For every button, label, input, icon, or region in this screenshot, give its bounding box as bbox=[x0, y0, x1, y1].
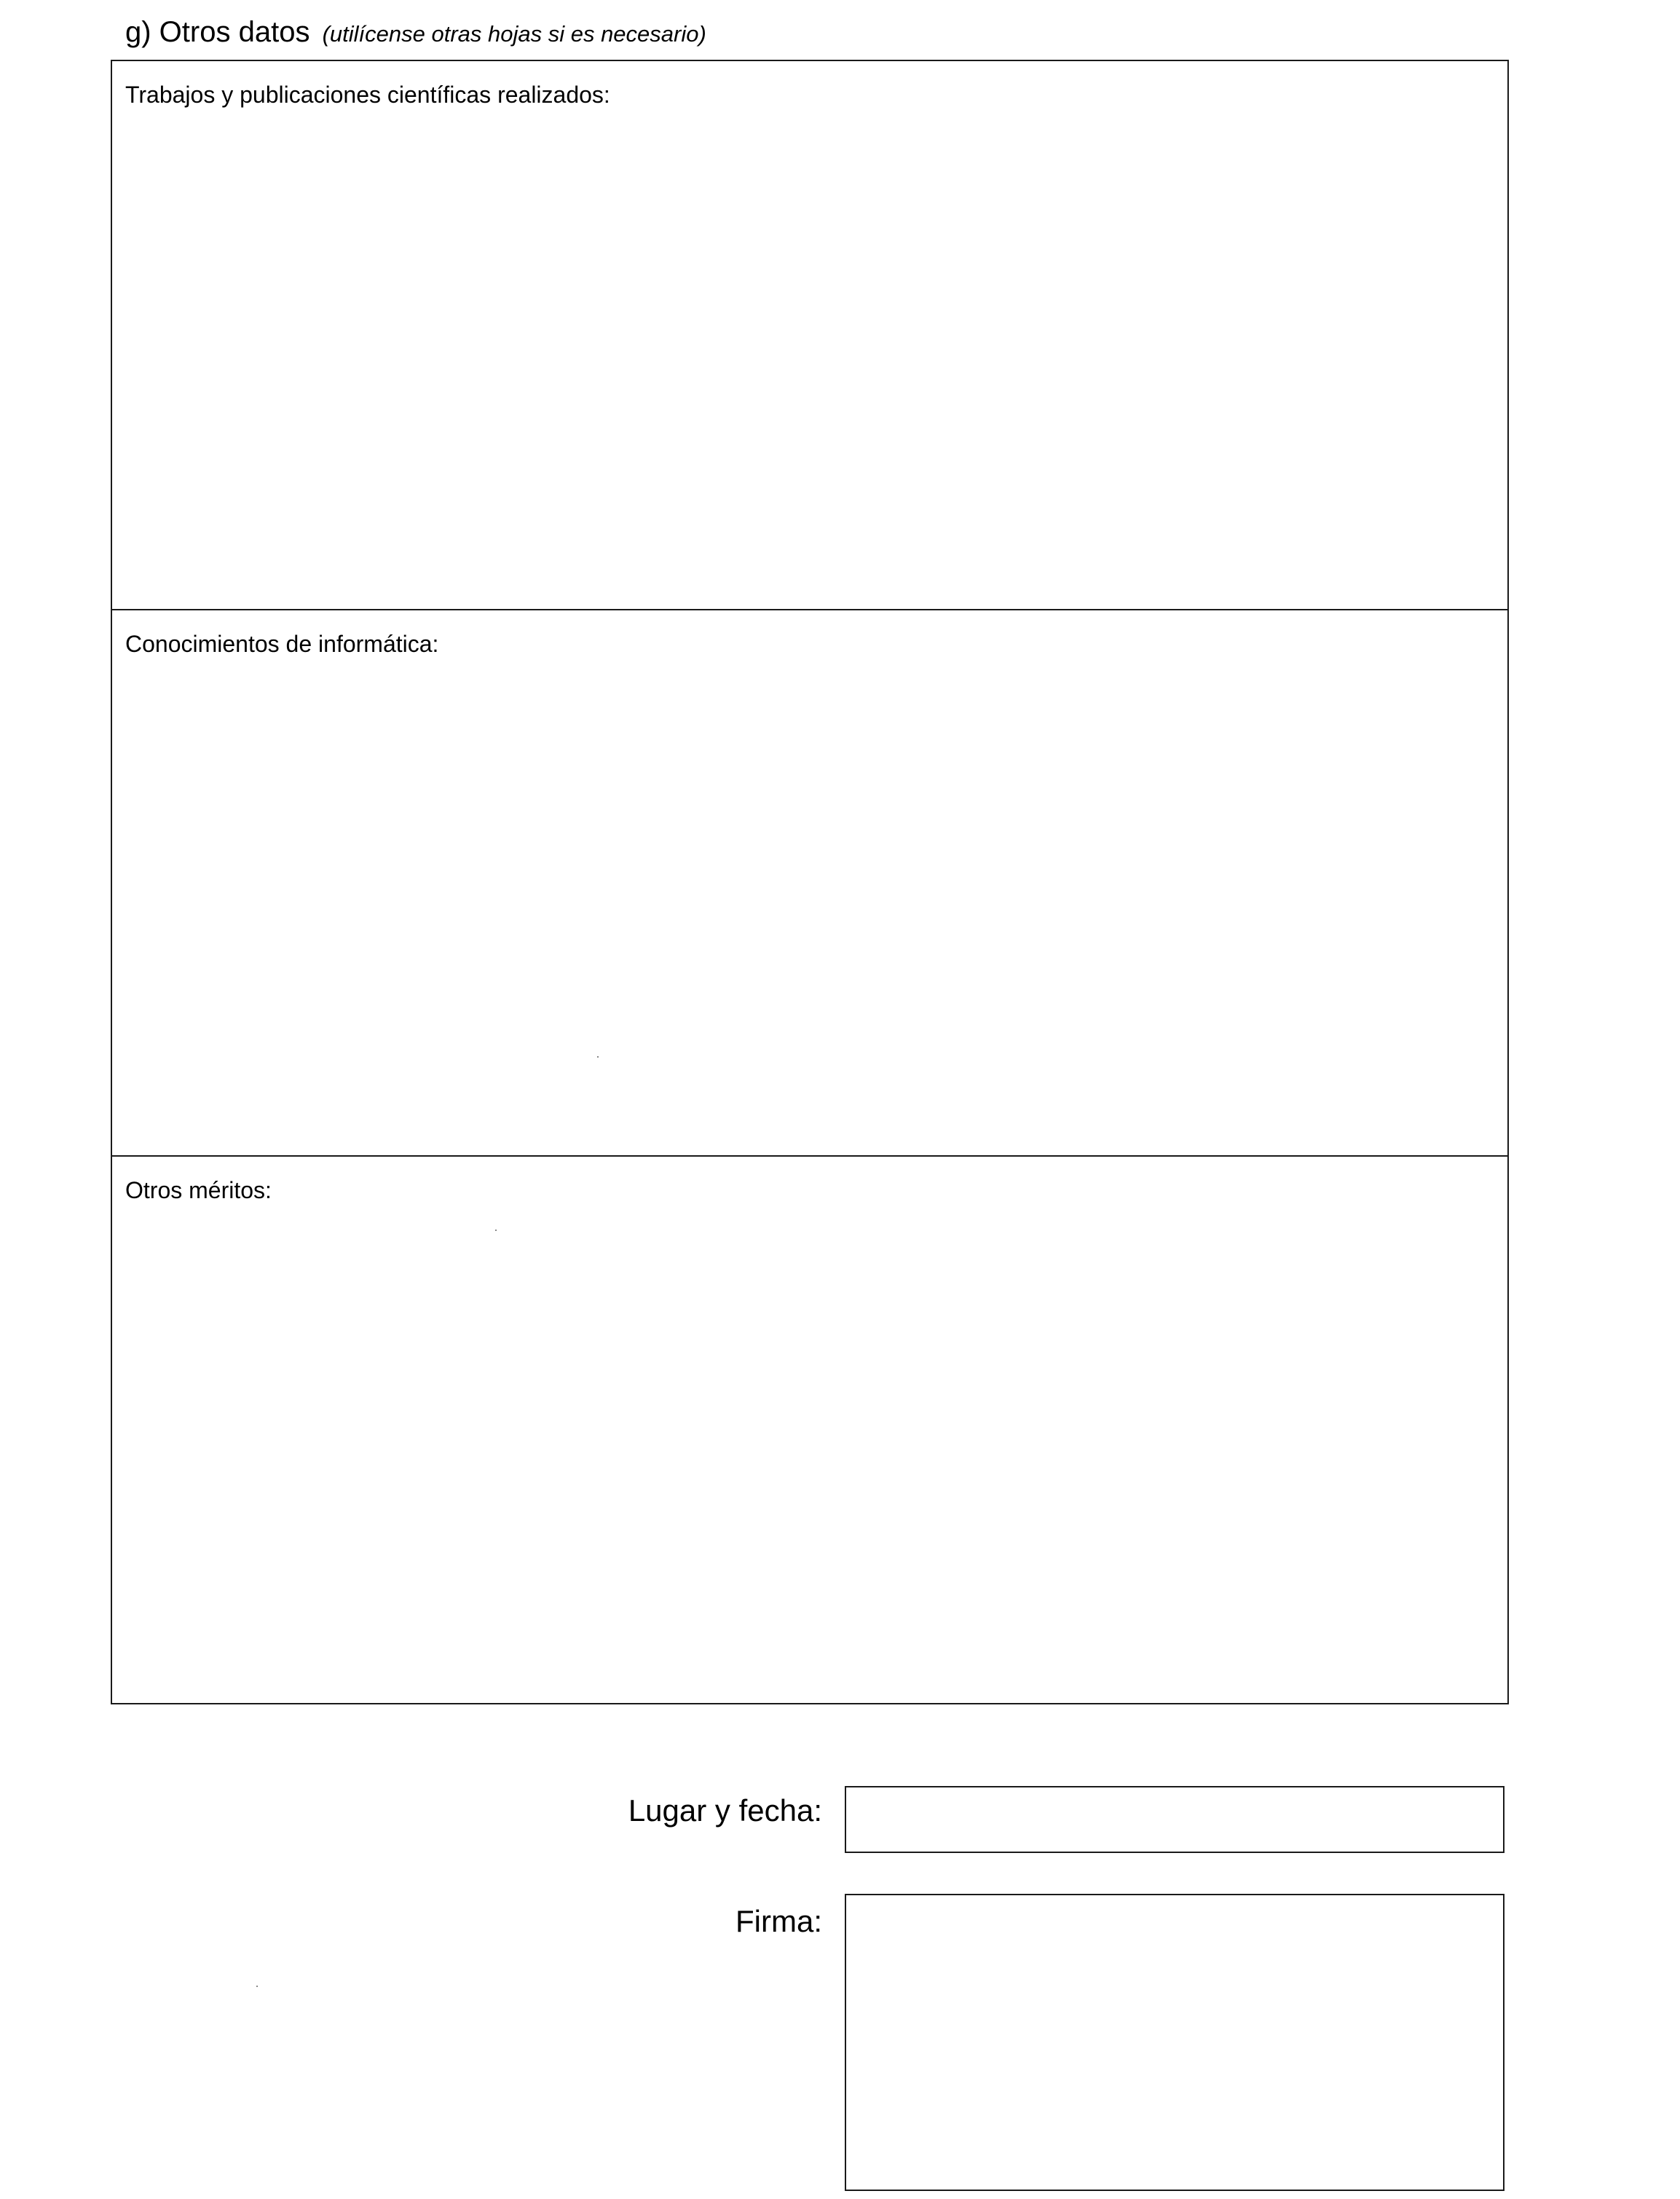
section-heading bbox=[125, 10, 706, 56]
computer-skills-field[interactable] bbox=[115, 669, 1504, 1152]
section-title: g) Otros datos bbox=[125, 16, 310, 48]
section-note: (utilícense otras hojas si es necesario) bbox=[322, 21, 706, 47]
computer-skills-section bbox=[112, 610, 1507, 1157]
other-data-form bbox=[111, 60, 1509, 1704]
other-merits-field[interactable] bbox=[115, 1215, 1504, 1700]
scan-speck bbox=[597, 1056, 599, 1058]
other-merits-section bbox=[112, 1157, 1507, 1703]
publications-field[interactable] bbox=[115, 119, 1504, 606]
publications-section bbox=[112, 61, 1507, 610]
signature-field[interactable] bbox=[845, 1894, 1504, 2191]
publications-label: Trabajos y publicaciones científicas realizados: bbox=[125, 82, 610, 108]
place-date-field[interactable] bbox=[845, 1786, 1504, 1853]
other-merits-label: Otros méritos: bbox=[125, 1177, 272, 1203]
place-date-label: Lugar y fecha: bbox=[628, 1793, 822, 1828]
scan-speck bbox=[495, 1230, 497, 1231]
signature-label: Firma: bbox=[736, 1904, 822, 1938]
computer-skills-label: Conocimientos de informática: bbox=[125, 631, 439, 657]
scan-speck bbox=[256, 1986, 258, 1987]
